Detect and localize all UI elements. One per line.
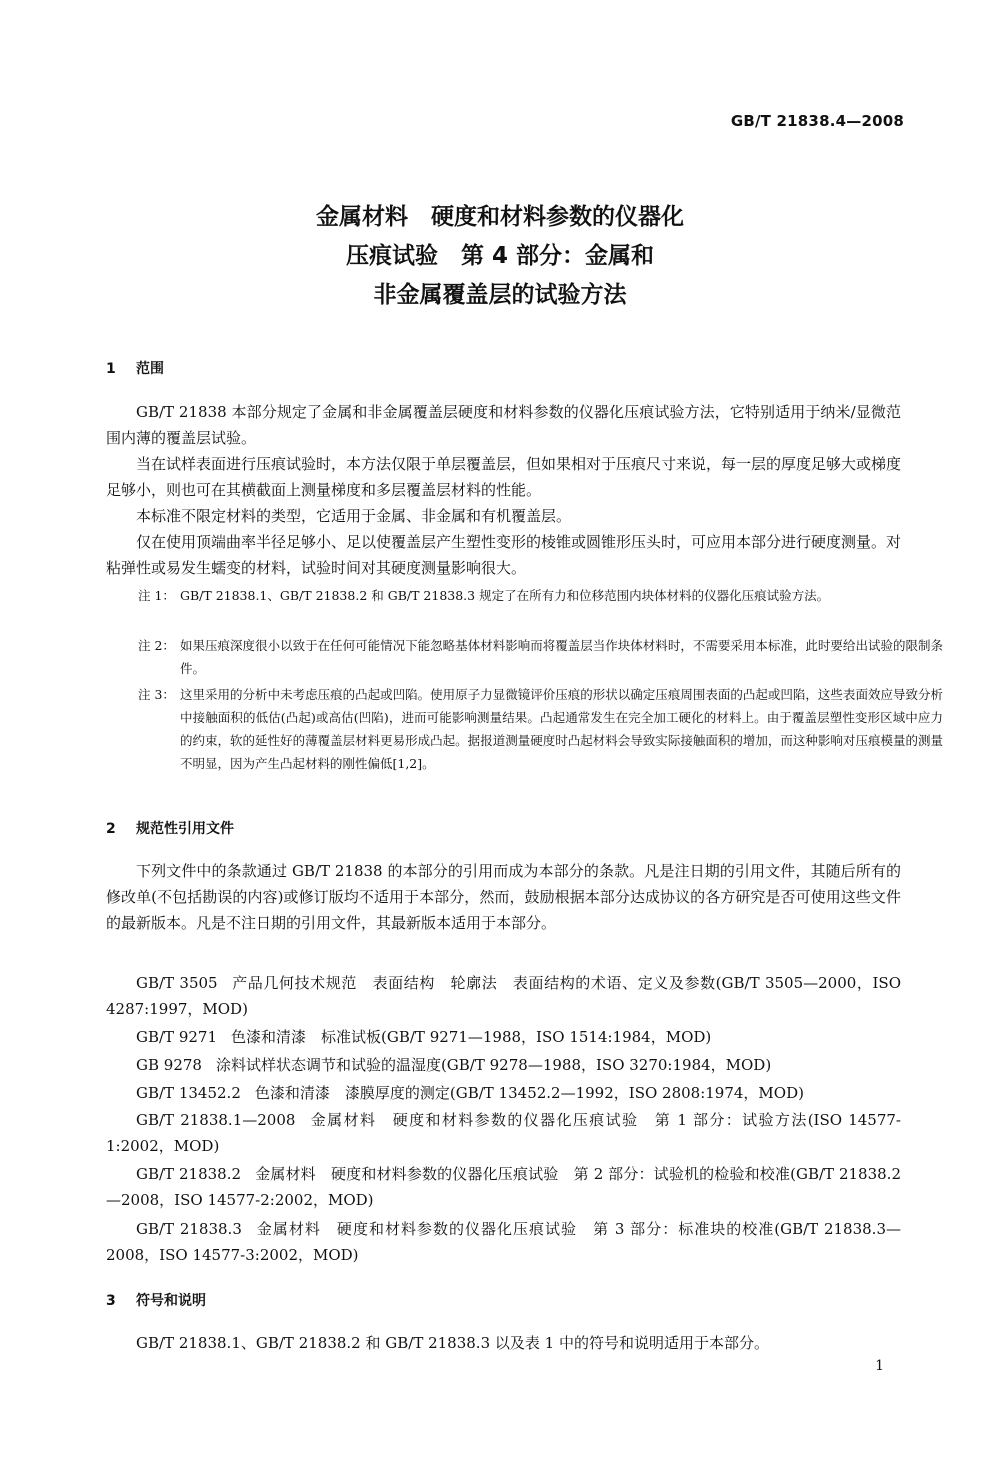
document-title (0, 198, 1000, 315)
note-3 (138, 683, 943, 775)
reference-item (106, 1080, 901, 1106)
symbols-paragraph: GB/T 21838.1、GB/T 21838.2 和 GB/T 21838.3 以及表 1 中的符号和说明适用于本部分。 (136, 1334, 769, 1352)
reference-code: GB/T 13452.2 (136, 1084, 241, 1102)
note-text: GB/T 21838.1、GB/T 21838.2 和 GB/T 21838.3 规定了在所有力和位移范围内块体材料的仪器化压痕试验方法。 (180, 588, 830, 603)
page-number: 1 (875, 1358, 884, 1374)
section-heading-scope (106, 358, 164, 378)
reference-code: GB/T 21838.3 (136, 1220, 242, 1238)
note-label: 注 2： (138, 638, 175, 653)
note-1 (138, 584, 943, 607)
scope-paragraph: 仅在使用顶端曲率半径足够小、足以使覆盖层产生塑性变形的棱锥或圆锥形压头时，可应用本部分进行硬度测量。对粘弹性或易发生蠕变的材料，试验时间对其硬度测量影响很大。 (106, 533, 902, 577)
reference-text: 金属材料 硬度和材料参数的仪器化压痕试验 第 1 部分：试验方法(ISO 14577-1:2002，MOD) (106, 1111, 901, 1155)
scope-paragraph: 本标准不限定材料的类型，它适用于金属、非金属和有机覆盖层。 (136, 507, 572, 525)
note-label: 注 1： (138, 588, 175, 603)
section-number: 1 (106, 361, 116, 377)
note-label: 注 3： (138, 687, 175, 702)
reference-code: GB/T 9271 (136, 1028, 218, 1046)
reference-text: 产品几何技术规范 表面结构 轮廓法 表面结构的术语、定义及参数(GB/T 3505—2000，ISO 4287:1997，MOD) (106, 974, 901, 1018)
reference-code: GB/T 21838.1—2008 (136, 1111, 296, 1129)
reference-code: GB 9278 (136, 1056, 202, 1074)
section-number: 3 (106, 1293, 116, 1309)
reference-item (106, 1216, 901, 1268)
reference-item (106, 1024, 901, 1050)
section-title: 符号和说明 (136, 1293, 206, 1309)
scope-paragraph: GB/T 21838 本部分规定了金属和非金属覆盖层硬度和材料参数的仪器化压痕试验方法，它特别适用于纳米/显微范围内薄的覆盖层试验。 (106, 403, 901, 447)
scope-paragraph: 当在试样表面进行压痕试验时，本方法仅限于单层覆盖层，但如果相对于压痕尺寸来说，每一层的厚度足够大或梯度足够小，则也可在其横截面上测量梯度和多层覆盖层材料的性能。 (106, 455, 902, 499)
reference-code: GB/T 21838.2 (136, 1165, 242, 1183)
section-number: 2 (106, 821, 116, 837)
reference-text: 金属材料 硬度和材料参数的仪器化压痕试验 第 2 部分：试验机的检验和校准(GB/T 21838.2—2008，ISO 14577-2:2002，MOD) (106, 1165, 901, 1209)
standard-code: GB/T 21838.4—2008 (730, 112, 904, 130)
references-intro: 下列文件中的条款通过 GB/T 21838 的本部分的引用而成为本部分的条款。凡是注日期的引用文件，其随后所有的修改单(不包括勘误的内容)或修订版均不适用于本部分，然而，鼓励根据本部分达成协议的各方研究是否可使用这些文件的最新版本。凡是不注日期的引用文件，其最新版本适用于本部分。 (106, 862, 901, 932)
reference-item (106, 1052, 901, 1078)
section-title: 范围 (136, 361, 164, 377)
note-2 (138, 634, 943, 680)
note-text: 这里采用的分析中未考虑压痕的凸起或凹陷。使用原子力显微镜评价压痕的形状以确定压痕周围表面的凸起或凹陷，这些表面效应导致分析中接触面积的低估(凸起)或高估(凹陷)，进而可能影响测量结果。凸起通常发生在完全加工硬化的材料上。由于覆盖层塑性变形区域中应力的约束，软的延性好的薄覆盖层材料更易形成凸起。据报道测量硬度时凸起材料会导致实际接触面积的增加，而这种影响对压痕模量的测量不明显，因为产生凸起材料的刚性偏低[1,2]。 (180, 687, 943, 771)
reference-text: 金属材料 硬度和材料参数的仪器化压痕试验 第 3 部分：标准块的校准(GB/T 21838.3—2008，ISO 14577-3:2002，MOD) (106, 1220, 901, 1264)
reference-item (106, 970, 901, 1022)
note-text: 如果压痕深度很小以致于在任何可能情况下能忽略基体材料影响而将覆盖层当作块体材料时，不需要采用本标准，此时要给出试验的限制条件。 (180, 638, 943, 676)
reference-text: 色漆和清漆 漆膜厚度的测定(GB/T 13452.2—1992，ISO 2808:1974，MOD) (254, 1084, 804, 1102)
title-line: 金属材料 硬度和材料参数的仪器化 (316, 204, 684, 230)
reference-code: GB/T 3505 (136, 974, 218, 992)
reference-text: 色漆和清漆 标准试板(GB/T 9271—1988，ISO 1514:1984，MOD) (231, 1028, 712, 1046)
section-title: 规范性引用文件 (136, 821, 234, 837)
reference-item (106, 1161, 901, 1213)
title-line: 非金属覆盖层的试验方法 (373, 282, 627, 308)
section-heading-normative-references (106, 818, 234, 838)
reference-item (106, 1107, 901, 1159)
reference-text: 涂料试样状态调节和试验的温湿度(GB/T 9278—1988，ISO 3270:1984，MOD) (215, 1056, 772, 1074)
title-line: 压痕试验 第 4 部分：金属和 (345, 243, 655, 269)
section-heading-symbols (106, 1290, 206, 1310)
